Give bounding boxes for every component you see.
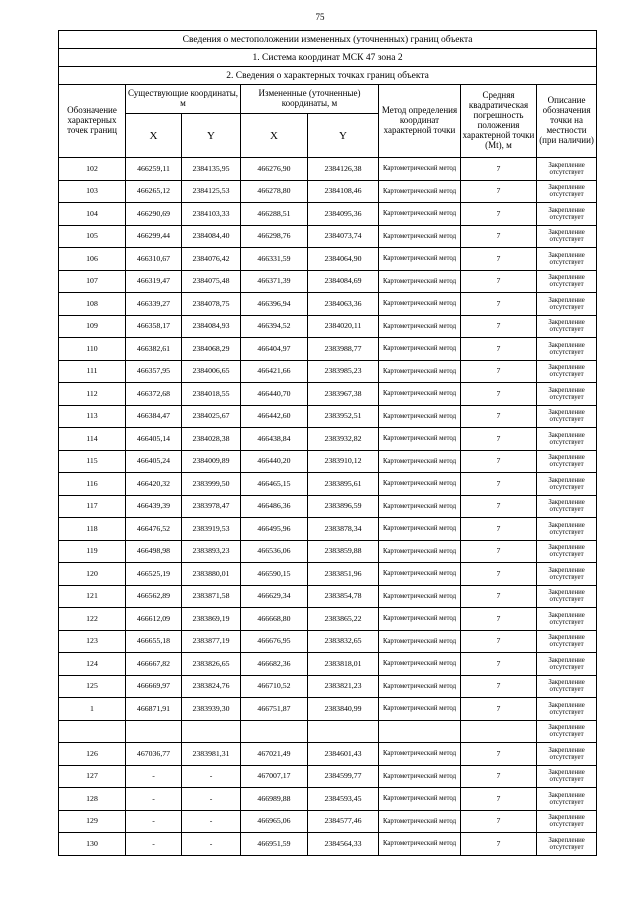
- changed-x-cell: 467021,49: [241, 743, 308, 766]
- changed-x-cell: 466331,59: [241, 248, 308, 271]
- point-id-cell: 127: [59, 765, 126, 788]
- method-cell: Картометрический метод: [379, 473, 461, 496]
- method-cell: Картометрический метод: [379, 810, 461, 833]
- existing-x-cell: 466405,24: [126, 450, 182, 473]
- table-row: [59, 540, 597, 563]
- changed-y-cell: 2383895,61: [308, 473, 379, 496]
- point-id-cell: 110: [59, 338, 126, 361]
- accuracy-cell: 7: [461, 248, 537, 271]
- existing-y-cell: 2383871,58: [182, 585, 241, 608]
- existing-x-cell: 466612,09: [126, 608, 182, 631]
- header-changed-y: Y: [308, 114, 379, 158]
- point-id-cell: 103: [59, 180, 126, 203]
- table-row: [59, 360, 597, 383]
- accuracy-cell: 7: [461, 585, 537, 608]
- existing-x-cell: 466358,17: [126, 315, 182, 338]
- existing-x-cell: 466420,32: [126, 473, 182, 496]
- description-cell: Закрепление отсутствует: [537, 225, 597, 248]
- changed-x-cell: 466989,88: [241, 788, 308, 811]
- accuracy-cell: 7: [461, 450, 537, 473]
- table-row: [59, 810, 597, 833]
- method-cell: Картометрический метод: [379, 540, 461, 563]
- point-id-cell: 117: [59, 495, 126, 518]
- existing-y-cell: 2383981,31: [182, 743, 241, 766]
- changed-x-cell: 466288,51: [241, 203, 308, 226]
- header-changed-x: X: [241, 114, 308, 158]
- coordinates-table: [58, 30, 597, 856]
- table-row: [59, 743, 597, 766]
- point-id-cell: 107: [59, 270, 126, 293]
- method-cell: Картометрический метод: [379, 788, 461, 811]
- accuracy-cell: 7: [461, 810, 537, 833]
- table-row: [59, 788, 597, 811]
- changed-y-cell: 2383952,51: [308, 405, 379, 428]
- point-id-cell: 114: [59, 428, 126, 451]
- accuracy-cell: 7: [461, 540, 537, 563]
- table-row: [59, 765, 597, 788]
- description-cell: Закрепление отсутствует: [537, 180, 597, 203]
- changed-x-cell: 466438,84: [241, 428, 308, 451]
- description-cell: Закрепление отсутствует: [537, 428, 597, 451]
- existing-y-cell: 2384103,33: [182, 203, 241, 226]
- table-row: [59, 608, 597, 631]
- changed-y-cell: [308, 720, 379, 743]
- method-cell: Картометрический метод: [379, 675, 461, 698]
- method-cell: Картометрический метод: [379, 315, 461, 338]
- table-row: [59, 315, 597, 338]
- changed-x-cell: 466371,39: [241, 270, 308, 293]
- existing-y-cell: 2384078,75: [182, 293, 241, 316]
- point-id-cell: 1: [59, 698, 126, 721]
- table-row: [59, 653, 597, 676]
- point-id-cell: 111: [59, 360, 126, 383]
- point-id-cell: 128: [59, 788, 126, 811]
- changed-y-cell: 2383865,22: [308, 608, 379, 631]
- description-cell: Закрепление отсутствует: [537, 360, 597, 383]
- method-cell: Картометрический метод: [379, 630, 461, 653]
- changed-y-cell: 2383851,96: [308, 563, 379, 586]
- description-cell: Закрепление отсутствует: [537, 810, 597, 833]
- description-cell: Закрепление отсутствует: [537, 653, 597, 676]
- table-row: [59, 383, 597, 406]
- existing-x-cell: 466562,89: [126, 585, 182, 608]
- changed-x-cell: 467007,17: [241, 765, 308, 788]
- table-row: [59, 338, 597, 361]
- description-cell: Закрепление отсутствует: [537, 518, 597, 541]
- method-cell: Картометрический метод: [379, 495, 461, 518]
- method-cell: Картометрический метод: [379, 585, 461, 608]
- existing-x-cell: 466405,14: [126, 428, 182, 451]
- accuracy-cell: 7: [461, 270, 537, 293]
- table-row: [59, 293, 597, 316]
- page-number: 75: [315, 12, 325, 22]
- point-id-cell: 112: [59, 383, 126, 406]
- changed-x-cell: 466495,96: [241, 518, 308, 541]
- changed-y-cell: 2383988,77: [308, 338, 379, 361]
- header-existing-x: X: [126, 114, 182, 158]
- table-row: [59, 473, 597, 496]
- changed-y-cell: 2383832,65: [308, 630, 379, 653]
- header-accuracy: Средняя квадратическая погрешность положения характерной точки (Mt), м: [461, 85, 537, 158]
- table-row: [59, 563, 597, 586]
- changed-x-cell: 466629,34: [241, 585, 308, 608]
- existing-x-cell: 466667,82: [126, 653, 182, 676]
- existing-x-cell: 466382,61: [126, 338, 182, 361]
- changed-y-cell: 2384564,33: [308, 833, 379, 856]
- changed-y-cell: 2384095,36: [308, 203, 379, 226]
- changed-y-cell: 2383910,12: [308, 450, 379, 473]
- description-cell: Закрепление отсутствует: [537, 788, 597, 811]
- method-cell: Картометрический метод: [379, 338, 461, 361]
- accuracy-cell: 7: [461, 653, 537, 676]
- method-cell: Картометрический метод: [379, 563, 461, 586]
- existing-y-cell: 2383939,30: [182, 698, 241, 721]
- point-id-cell: 109: [59, 315, 126, 338]
- existing-y-cell: 2384076,42: [182, 248, 241, 271]
- existing-y-cell: 2384009,89: [182, 450, 241, 473]
- changed-x-cell: 466486,36: [241, 495, 308, 518]
- changed-x-cell: 466421,66: [241, 360, 308, 383]
- existing-y-cell: 2384075,48: [182, 270, 241, 293]
- method-cell: Картометрический метод: [379, 405, 461, 428]
- point-id-cell: 124: [59, 653, 126, 676]
- accuracy-cell: 7: [461, 608, 537, 631]
- accuracy-cell: 7: [461, 383, 537, 406]
- existing-x-cell: 466319,47: [126, 270, 182, 293]
- existing-y-cell: 2383978,47: [182, 495, 241, 518]
- method-cell: Картометрический метод: [379, 765, 461, 788]
- description-cell: Закрепление отсутствует: [537, 698, 597, 721]
- point-id-cell: 126: [59, 743, 126, 766]
- changed-x-cell: 466536,06: [241, 540, 308, 563]
- point-id-cell: 119: [59, 540, 126, 563]
- existing-y-cell: 2384025,67: [182, 405, 241, 428]
- table-row: [59, 225, 597, 248]
- accuracy-cell: 7: [461, 293, 537, 316]
- method-cell: Картометрический метод: [379, 203, 461, 226]
- existing-y-cell: 2384135,95: [182, 158, 241, 181]
- table-row: [59, 518, 597, 541]
- description-cell: Закрепление отсутствует: [537, 450, 597, 473]
- table-row: [59, 158, 597, 181]
- description-cell: Закрепление отсутствует: [537, 833, 597, 856]
- changed-y-cell: 2384601,43: [308, 743, 379, 766]
- changed-x-cell: 466442,60: [241, 405, 308, 428]
- existing-x-cell: 466259,11: [126, 158, 182, 181]
- description-cell: Закрепление отсутствует: [537, 608, 597, 631]
- coordinate-system-title: 1. Система координат МСК 47 зона 2: [59, 49, 597, 67]
- table-row: [59, 495, 597, 518]
- changed-x-cell: 466404,97: [241, 338, 308, 361]
- method-cell: Картометрический метод: [379, 158, 461, 181]
- point-id-cell: 104: [59, 203, 126, 226]
- changed-y-cell: 2383967,38: [308, 383, 379, 406]
- existing-y-cell: 2384125,53: [182, 180, 241, 203]
- changed-y-cell: 2384593,45: [308, 788, 379, 811]
- existing-y-cell: [182, 720, 241, 743]
- description-cell: Закрепление отсутствует: [537, 315, 597, 338]
- method-cell: Картометрический метод: [379, 518, 461, 541]
- existing-x-cell: 466372,68: [126, 383, 182, 406]
- accuracy-cell: 7: [461, 743, 537, 766]
- changed-x-cell: 466278,80: [241, 180, 308, 203]
- description-cell: Закрепление отсутствует: [537, 540, 597, 563]
- existing-y-cell: 2383880,01: [182, 563, 241, 586]
- existing-x-cell: 466357,95: [126, 360, 182, 383]
- existing-y-cell: 2384018,55: [182, 383, 241, 406]
- table-row: [59, 405, 597, 428]
- point-id-cell: 108: [59, 293, 126, 316]
- existing-x-cell: 466299,44: [126, 225, 182, 248]
- changed-x-cell: 466394,52: [241, 315, 308, 338]
- existing-y-cell: 2383919,53: [182, 518, 241, 541]
- point-id-cell: 129: [59, 810, 126, 833]
- method-cell: Картометрический метод: [379, 698, 461, 721]
- method-cell: Картометрический метод: [379, 383, 461, 406]
- table-row: [59, 630, 597, 653]
- point-id-cell: 121: [59, 585, 126, 608]
- method-cell: Картометрический метод: [379, 248, 461, 271]
- description-cell: Закрепление отсутствует: [537, 585, 597, 608]
- description-cell: Закрепление отсутствует: [537, 675, 597, 698]
- existing-y-cell: 2384084,40: [182, 225, 241, 248]
- accuracy-cell: 7: [461, 315, 537, 338]
- changed-x-cell: 466276,90: [241, 158, 308, 181]
- accuracy-cell: [461, 720, 537, 743]
- accuracy-cell: 7: [461, 158, 537, 181]
- point-id-cell: 113: [59, 405, 126, 428]
- changed-y-cell: 2383818,01: [308, 653, 379, 676]
- header-existing-coords: Существующие координаты, м: [126, 85, 241, 114]
- description-cell: Закрепление отсутствует: [537, 563, 597, 586]
- accuracy-cell: 7: [461, 765, 537, 788]
- table-row: [59, 248, 597, 271]
- existing-y-cell: -: [182, 765, 241, 788]
- existing-x-cell: -: [126, 810, 182, 833]
- existing-x-cell: 466476,52: [126, 518, 182, 541]
- table-title: Сведения о местоположении измененных (уточненных) границ объекта: [59, 31, 597, 49]
- accuracy-cell: 7: [461, 180, 537, 203]
- accuracy-cell: 7: [461, 563, 537, 586]
- point-id-cell: 120: [59, 563, 126, 586]
- existing-y-cell: 2383999,50: [182, 473, 241, 496]
- method-cell: Картометрический метод: [379, 428, 461, 451]
- existing-x-cell: 466669,97: [126, 675, 182, 698]
- method-cell: Картометрический метод: [379, 270, 461, 293]
- changed-x-cell: 466951,59: [241, 833, 308, 856]
- existing-y-cell: -: [182, 788, 241, 811]
- point-id-cell: 125: [59, 675, 126, 698]
- changed-y-cell: 2384084,69: [308, 270, 379, 293]
- method-cell: Картометрический метод: [379, 653, 461, 676]
- changed-x-cell: 466440,70: [241, 383, 308, 406]
- existing-x-cell: -: [126, 833, 182, 856]
- changed-x-cell: 466676,95: [241, 630, 308, 653]
- accuracy-cell: 7: [461, 675, 537, 698]
- changed-y-cell: 2384064,90: [308, 248, 379, 271]
- existing-y-cell: 2384006,65: [182, 360, 241, 383]
- header-point-designation: Обозначение характерных точек границ: [59, 85, 126, 158]
- table-row: [59, 450, 597, 473]
- header-existing-y: Y: [182, 114, 241, 158]
- existing-x-cell: 466310,67: [126, 248, 182, 271]
- table-row: [59, 180, 597, 203]
- changed-x-cell: 466396,94: [241, 293, 308, 316]
- existing-y-cell: 2384028,38: [182, 428, 241, 451]
- existing-x-cell: 466384,47: [126, 405, 182, 428]
- changed-x-cell: 466590,15: [241, 563, 308, 586]
- changed-y-cell: 2383985,23: [308, 360, 379, 383]
- table-row: [59, 675, 597, 698]
- description-cell: Закрепление отсутствует: [537, 743, 597, 766]
- point-id-cell: [59, 720, 126, 743]
- method-cell: Картометрический метод: [379, 743, 461, 766]
- accuracy-cell: 7: [461, 788, 537, 811]
- changed-x-cell: 466298,76: [241, 225, 308, 248]
- changed-y-cell: 2383854,78: [308, 585, 379, 608]
- changed-y-cell: 2383896,59: [308, 495, 379, 518]
- existing-y-cell: 2383893,23: [182, 540, 241, 563]
- changed-y-cell: 2383932,82: [308, 428, 379, 451]
- accuracy-cell: 7: [461, 630, 537, 653]
- point-id-cell: 106: [59, 248, 126, 271]
- description-cell: Закрепление отсутствует: [537, 383, 597, 406]
- existing-y-cell: 2384084,93: [182, 315, 241, 338]
- point-id-cell: 123: [59, 630, 126, 653]
- point-id-cell: 102: [59, 158, 126, 181]
- accuracy-cell: 7: [461, 473, 537, 496]
- existing-x-cell: 466439,39: [126, 495, 182, 518]
- accuracy-cell: 7: [461, 405, 537, 428]
- changed-x-cell: 466440,20: [241, 450, 308, 473]
- changed-x-cell: 466668,80: [241, 608, 308, 631]
- description-cell: Закрепление отсутствует: [537, 338, 597, 361]
- method-cell: Картометрический метод: [379, 180, 461, 203]
- header-description: Описание обозначения точки на местности (при наличии): [537, 85, 597, 158]
- changed-x-cell: 466710,52: [241, 675, 308, 698]
- accuracy-cell: 7: [461, 225, 537, 248]
- existing-x-cell: 466871,91: [126, 698, 182, 721]
- point-id-cell: 116: [59, 473, 126, 496]
- existing-x-cell: 466339,27: [126, 293, 182, 316]
- changed-x-cell: 466965,06: [241, 810, 308, 833]
- description-cell: Закрепление отсутствует: [537, 495, 597, 518]
- method-cell: Картометрический метод: [379, 608, 461, 631]
- changed-y-cell: 2383821,23: [308, 675, 379, 698]
- table-row: [59, 833, 597, 856]
- existing-y-cell: -: [182, 810, 241, 833]
- existing-y-cell: 2383824,76: [182, 675, 241, 698]
- point-id-cell: 105: [59, 225, 126, 248]
- existing-x-cell: [126, 720, 182, 743]
- existing-x-cell: 466265,12: [126, 180, 182, 203]
- existing-x-cell: 466498,98: [126, 540, 182, 563]
- description-cell: Закрепление отсутствует: [537, 630, 597, 653]
- accuracy-cell: 7: [461, 495, 537, 518]
- changed-x-cell: 466682,36: [241, 653, 308, 676]
- existing-x-cell: 467036,77: [126, 743, 182, 766]
- description-cell: Закрепление отсутствует: [537, 158, 597, 181]
- method-cell: Картометрический метод: [379, 293, 461, 316]
- existing-x-cell: 466655,18: [126, 630, 182, 653]
- changed-y-cell: 2383840,99: [308, 698, 379, 721]
- changed-y-cell: 2384020,11: [308, 315, 379, 338]
- changed-y-cell: 2384108,46: [308, 180, 379, 203]
- accuracy-cell: 7: [461, 360, 537, 383]
- changed-y-cell: 2384577,46: [308, 810, 379, 833]
- changed-x-cell: [241, 720, 308, 743]
- existing-x-cell: -: [126, 765, 182, 788]
- accuracy-cell: 7: [461, 203, 537, 226]
- changed-y-cell: 2383878,34: [308, 518, 379, 541]
- description-cell: Закрепление отсутствует: [537, 293, 597, 316]
- points-section-title: 2. Сведения о характерных точках границ объекта: [59, 67, 597, 85]
- existing-x-cell: 466290,69: [126, 203, 182, 226]
- table-row: [59, 270, 597, 293]
- point-id-cell: 130: [59, 833, 126, 856]
- accuracy-cell: 7: [461, 518, 537, 541]
- table-row: [59, 720, 597, 743]
- description-cell: Закрепление отсутствует: [537, 203, 597, 226]
- description-cell: Закрепление отсутствует: [537, 765, 597, 788]
- method-cell: Картометрический метод: [379, 225, 461, 248]
- existing-y-cell: 2384068,29: [182, 338, 241, 361]
- existing-y-cell: -: [182, 833, 241, 856]
- point-id-cell: 115: [59, 450, 126, 473]
- changed-y-cell: 2384599,77: [308, 765, 379, 788]
- existing-y-cell: 2383877,19: [182, 630, 241, 653]
- accuracy-cell: 7: [461, 338, 537, 361]
- changed-x-cell: 466465,15: [241, 473, 308, 496]
- method-cell: Картометрический метод: [379, 833, 461, 856]
- changed-y-cell: 2383859,88: [308, 540, 379, 563]
- point-id-cell: 118: [59, 518, 126, 541]
- changed-y-cell: 2384063,36: [308, 293, 379, 316]
- method-cell: [379, 720, 461, 743]
- header-method: Метод определения координат характерной точки: [379, 85, 461, 158]
- description-cell: Закрепление отсутствует: [537, 405, 597, 428]
- accuracy-cell: 7: [461, 428, 537, 451]
- description-cell: Закрепление отсутствует: [537, 270, 597, 293]
- table-row: [59, 585, 597, 608]
- description-cell: Закрепление отсутствует: [537, 473, 597, 496]
- header-changed-coords: Измененные (уточненные) координаты, м: [241, 85, 379, 114]
- existing-y-cell: 2383869,19: [182, 608, 241, 631]
- accuracy-cell: 7: [461, 698, 537, 721]
- method-cell: Картометрический метод: [379, 450, 461, 473]
- existing-x-cell: 466525,19: [126, 563, 182, 586]
- method-cell: Картометрический метод: [379, 360, 461, 383]
- existing-y-cell: 2383826,65: [182, 653, 241, 676]
- changed-y-cell: 2384126,38: [308, 158, 379, 181]
- table-row: [59, 698, 597, 721]
- table-row: [59, 203, 597, 226]
- description-cell: Закрепление отсутствует: [537, 720, 597, 743]
- accuracy-cell: 7: [461, 833, 537, 856]
- changed-y-cell: 2384073,74: [308, 225, 379, 248]
- description-cell: Закрепление отсутствует: [537, 248, 597, 271]
- changed-x-cell: 466751,87: [241, 698, 308, 721]
- existing-x-cell: -: [126, 788, 182, 811]
- table-body: [59, 158, 597, 856]
- table-row: [59, 428, 597, 451]
- point-id-cell: 122: [59, 608, 126, 631]
